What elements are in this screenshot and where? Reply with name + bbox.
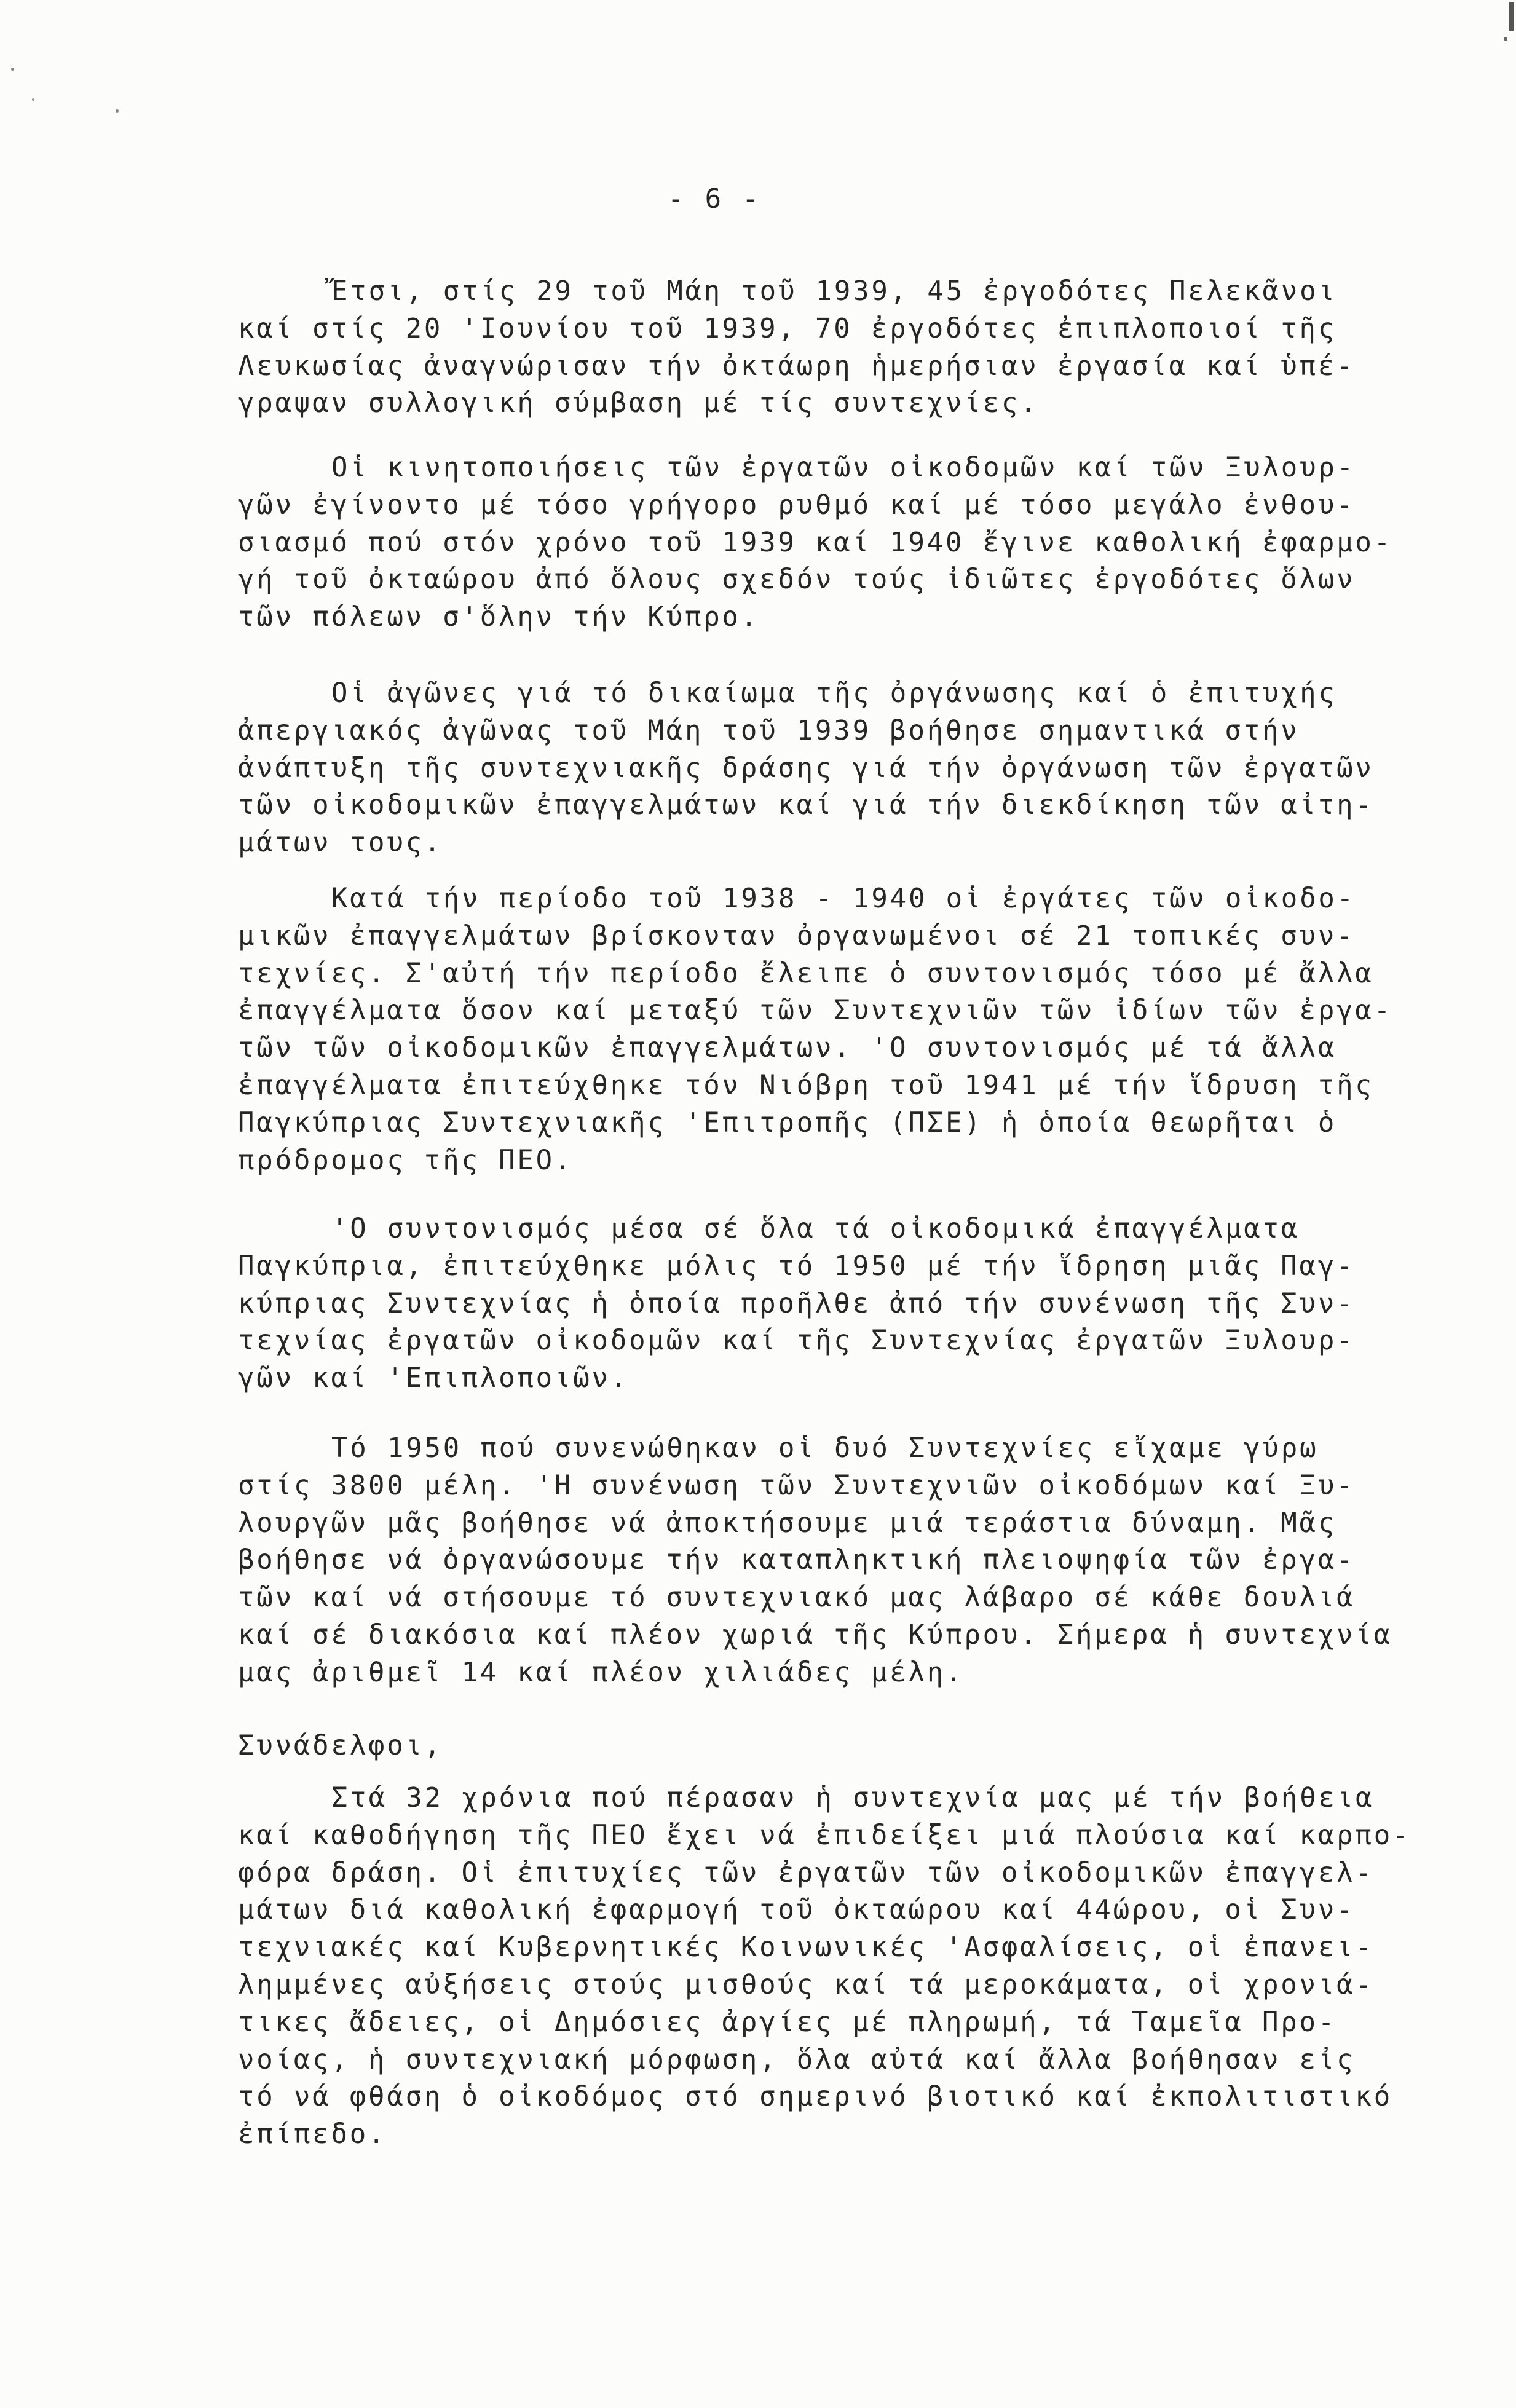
text-line: Οἱ ἀγῶνες γιά τό δικαίωμα τῆς ὀργάνωσης καί ὁ ἐπιτυχής xyxy=(331,677,1337,709)
text-line: 'Ο συντονισμός μέσα σέ ὅλα τά οἰκοδομικά ἐπαγγέλματα xyxy=(331,1213,1300,1244)
page-number: - 6 - xyxy=(668,183,761,215)
text-line: τό νά φθάση ὁ οἰκοδόμος στό σημερινό βιοτικό καί ἐκπολιτιστικό xyxy=(238,2081,1392,2113)
text-line: ἀνάπτυξη τῆς συντεχνιακῆς δράσης γιά τήν ὀργάνωση τῶν ἐργατῶν xyxy=(238,752,1374,784)
text-line: κύπριας Συντεχνίας ἡ ὁποία προῆλθε ἀπό τήν συνένωση τῆς Συν- xyxy=(238,1287,1356,1319)
text-line: γή τοῦ ὀκταώρου ἀπό ὅλους σχεδόν τούς ἰδιῶτες ἐργοδότες ὅλων xyxy=(238,564,1356,596)
text-line: νοίας, ἡ συντεχνιακή μόρφωση, ὅλα αὐτά καί ἄλλα βοήθησαν εἰς xyxy=(238,2043,1356,2075)
text-line: Τό 1950 πού συνενώθηκαν οἱ δυό Συντεχνίες εἴχαμε γύρω xyxy=(331,1432,1319,1464)
text-line: λουργῶν μᾶς βοήθησε νά ἀποκτήσουμε μιά τεράστια δύναμη. Μᾶς xyxy=(238,1507,1337,1539)
text-line: μάτων διά καθολική ἐφαρμογή τοῦ ὀκταώρου καί 44ώρου, οἱ Συν- xyxy=(238,1894,1356,1926)
text-line: βοήθησε νά ὀργανώσουμε τήν καταπληκτική πλειοψηφία τῶν ἐργα- xyxy=(238,1544,1356,1576)
text-line: Παγκύπρια, ἐπιτεύχθηκε μόλις τό 1950 μέ τήν ἵδρηση μιᾶς Παγ- xyxy=(238,1250,1356,1282)
text-line: γραψαν συλλογική σύμβαση μέ τίς συντεχνίες. xyxy=(238,387,1039,419)
text-line: καί καθοδήγηση τῆς ΠΕΟ ἔχει νά ἐπιδείξει μιά πλούσια καί καρπο- xyxy=(238,1819,1411,1851)
text-line: ἐπίπεδο. xyxy=(238,2118,387,2150)
scan-speck xyxy=(116,109,119,113)
text-line: καί στίς 20 'Ιουνίου τοῦ 1939, 70 ἐργοδότες ἐπιπλοποιοί τῆς xyxy=(238,312,1337,344)
text-line: μικῶν ἐπαγγελμάτων βρίσκονταν ὀργανωμένοι σέ 21 τοπικές συν- xyxy=(238,920,1356,952)
text-line: ἀπεργιακός ἀγῶνας τοῦ Μάη τοῦ 1939 βοήθησε σημαντικά στήν xyxy=(238,714,1300,746)
salutation-text: Συνάδελφοι, xyxy=(238,1730,443,1761)
paragraph xyxy=(238,273,1492,422)
text-line: τεχνίες. Σ'αὐτή τήν περίοδο ἔλειπε ὁ συντονισμός τόσο μέ ἄλλα xyxy=(238,957,1374,989)
scan-speck xyxy=(32,98,34,101)
scan-speck xyxy=(11,68,14,71)
text-line: γῶν καί 'Επιπλοποιῶν. xyxy=(238,1362,630,1394)
text-line: ἐπαγγέλματα ἐπιτεύχθηκε τόν Νιόβρη τοῦ 1941 μέ τήν ἵδρυση τῆς xyxy=(238,1069,1374,1101)
text-line: στίς 3800 μέλη. 'Η συνένωση τῶν Συντεχνιῶν οἰκοδόμων καί Ξυ- xyxy=(238,1469,1356,1501)
scan-speck xyxy=(1504,37,1507,41)
text-line: πρόδρομος τῆς ΠΕΟ. xyxy=(238,1144,574,1176)
text-line: τεχνίας ἐργατῶν οἰκοδομῶν καί τῆς Συντεχνίας ἐργατῶν Ξυλουρ- xyxy=(238,1325,1356,1357)
paragraph xyxy=(238,1210,1492,1397)
text-line: μας ἀριθμεῖ 14 καί πλέον χιλιάδες μέλη. xyxy=(238,1656,965,1688)
text-line: καί σέ διακόσια καί πλέον χωριά τῆς Κύπρου. Σήμερα ἡ συντεχνία xyxy=(238,1619,1392,1651)
text-line: τῶν οἰκοδομικῶν ἐπαγγελμάτων καί γιά τήν διεκδίκηση τῶν αἰτη- xyxy=(238,789,1374,821)
text-line: Ἔτσι, στίς 29 τοῦ Μάη τοῦ 1939, 45 ἐργοδότες Πελεκᾶνοι xyxy=(331,275,1337,307)
text-line: φόρα δράση. Οἱ ἐπιτυχίες τῶν ἐργατῶν τῶν οἰκοδομικῶν ἐπαγγελ- xyxy=(238,1857,1374,1889)
text-line: λημμένες αὐξήσεις στούς μισθούς καί τά μεροκάματα, οἱ χρονιά- xyxy=(238,1968,1374,2000)
salutation xyxy=(238,1727,1492,1765)
text-line: τῶν καί νά στήσουμε τό συντεχνιακό μας λάβαρο σέ κάθε δουλιά xyxy=(238,1582,1356,1614)
text-line: τῶν πόλεων σ'ὅλην τήν Κύπρο. xyxy=(238,601,760,633)
text-line: Κατά τήν περίοδο τοῦ 1938 - 1940 οἱ ἐργάτες τῶν οἰκοδο- xyxy=(331,883,1356,914)
text-line: Οἱ κινητοποιήσεις τῶν ἐργατῶν οἰκοδομῶν καί τῶν Ξυλουρ- xyxy=(331,452,1356,483)
text-line: μάτων τους. xyxy=(238,827,443,859)
text-line: Λευκωσίας ἀναγνώρισαν τήν ὀκτάωρη ἡμερήσιαν ἐργασία καί ὑπέ- xyxy=(238,350,1356,382)
paragraph xyxy=(238,449,1492,636)
text-line: τικες ἄδειες, οἱ Δημόσιες ἀργίες μέ πληρωμή, τά Ταμεῖα Προ- xyxy=(238,2006,1337,2038)
scan-speck xyxy=(1509,2,1514,31)
text-line: τῶν τῶν οἰκοδομικῶν ἐπαγγελμάτων. 'Ο συντονισμός μέ τά ἄλλα xyxy=(238,1032,1337,1064)
text-line: τεχνιακές καί Κυβερνητικές Κοινωνικές 'Ασφαλίσεις, οἱ ἐπανει- xyxy=(238,1932,1374,1964)
text-line: Στά 32 χρόνια πού πέρασαν ἡ συντεχνία μας μέ τήν βοήθεια xyxy=(331,1782,1375,1814)
text-line: γῶν ἐγίνοντο μέ τόσο γρήγορο ρυθμό καί μέ τόσο μεγάλο ἐνθου- xyxy=(238,489,1356,521)
text-line: σιασμό πού στόν χρόνο τοῦ 1939 καί 1940 ἔγινε καθολική ἐφαρμο- xyxy=(238,526,1392,558)
paragraph xyxy=(238,1780,1492,2153)
paragraph xyxy=(238,1430,1492,1692)
paragraph xyxy=(238,675,1492,862)
text-line: Παγκύπριας Συντεχνιακῆς 'Επιτροπῆς (ΠΣΕ) ἡ ὁποία θεωρῆται ὁ xyxy=(238,1107,1337,1139)
paragraph xyxy=(238,880,1492,1179)
text-line: ἐπαγγέλματα ὅσον καί μεταξύ τῶν Συντεχνιῶν τῶν ἰδίων τῶν ἐργα- xyxy=(238,995,1392,1027)
